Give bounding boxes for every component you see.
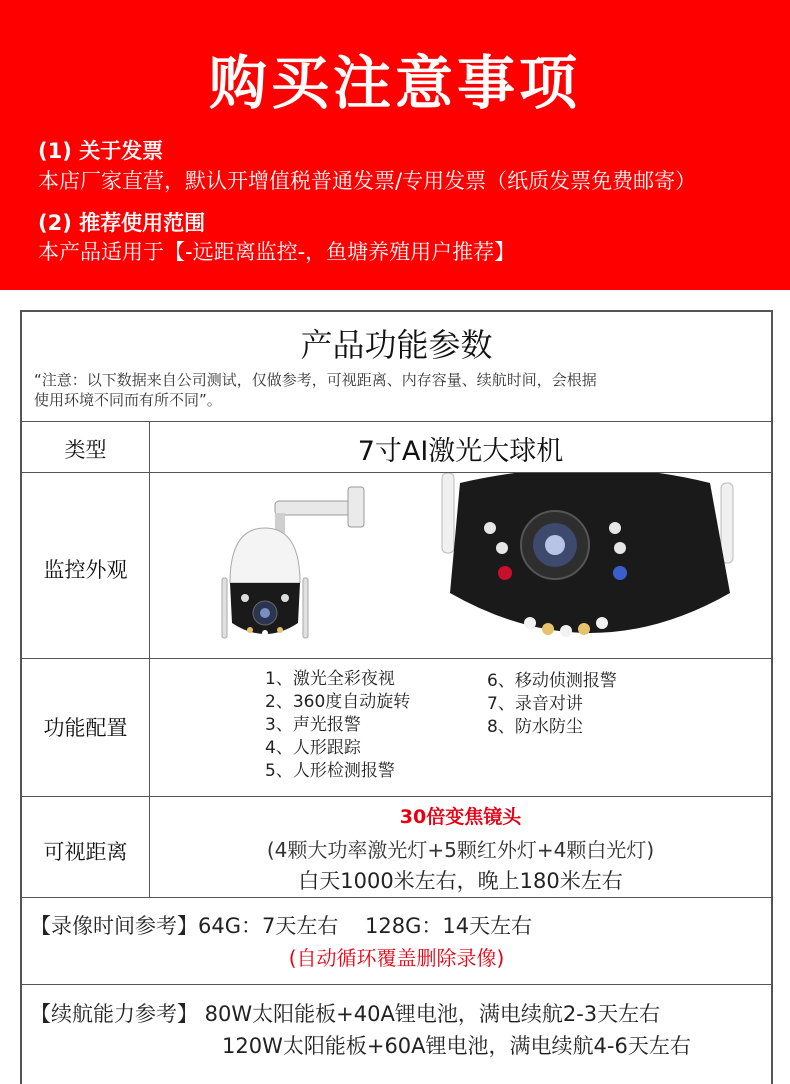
feature-item: 6、移动侦测报警: [487, 671, 617, 691]
banner-title: 购买注意事项: [208, 49, 581, 117]
camera-images: [150, 473, 771, 658]
battery-option-1: 【续航能力参考】 80W太阳能板+40A锂电池，满电续航2-3天左右: [30, 1002, 661, 1026]
camera-closeup-view: [383, 473, 733, 658]
light-config: (4颗大功率激光灯+5颗红外灯+4颗白光灯): [266, 838, 655, 862]
features-list-left: [265, 668, 410, 783]
camera-product-photo: [150, 473, 771, 658]
divider: [22, 897, 771, 898]
feature-item: 8、防水防尘: [487, 717, 583, 737]
type-value: 7寸AI激光大球机: [357, 436, 564, 467]
feature-item: 4、人形跟踪: [265, 738, 361, 758]
note-line-2: 使用环境不同而有所不同”。: [34, 391, 222, 409]
table-note: [34, 370, 764, 410]
usage-heading: (2) 推荐使用范围: [38, 211, 206, 235]
recording-loop-note: (自动循环覆盖删除录像): [288, 946, 505, 970]
features-label: 功能配置: [43, 716, 128, 740]
feature-item: 7、录音对讲: [487, 694, 583, 714]
product-params-table: [20, 310, 773, 1084]
notice-banner: [0, 0, 790, 290]
feature-item: 2、360度自动旋转: [265, 692, 411, 712]
battery-option-2: 120W太阳能板+60A锂电池，满电续航4-6天左右: [222, 1034, 691, 1058]
recording-time: 【录像时间参考】64G：7天左右 128G：14天左右: [30, 914, 533, 938]
invoice-text: 本店厂家直营，默认开增值税普通发票/专用发票（纸质发票免费邮寄）: [38, 169, 697, 193]
divider: [22, 984, 771, 985]
feature-item: 5、人形检测报警: [265, 761, 395, 781]
usage-text: 本产品适用于【-远距离监控-，鱼塘养殖用户推荐】: [38, 240, 516, 264]
note-line-1: “注意：以下数据来自公司测试，仅做参考，可视距离、内存容量、续航时间，会根据: [34, 371, 597, 389]
distance-label: 可视距离: [43, 840, 128, 864]
camera-full-view: [222, 487, 364, 638]
invoice-heading: (1) 关于发票: [38, 139, 164, 163]
features-list-right: [487, 670, 617, 739]
divider: [22, 658, 771, 659]
table-title: 产品功能参数: [300, 326, 493, 364]
appearance-label: 监控外观: [43, 558, 128, 582]
zoom-lens-highlight: 30倍变焦镜头: [399, 806, 522, 828]
day-night-distance: 白天1000米左右，晚上180米左右: [298, 869, 623, 893]
feature-item: 3、声光报警: [265, 715, 361, 735]
type-label: 类型: [64, 438, 107, 462]
divider: [22, 421, 771, 422]
divider: [22, 796, 771, 797]
feature-item: 1、激光全彩夜视: [265, 669, 395, 689]
